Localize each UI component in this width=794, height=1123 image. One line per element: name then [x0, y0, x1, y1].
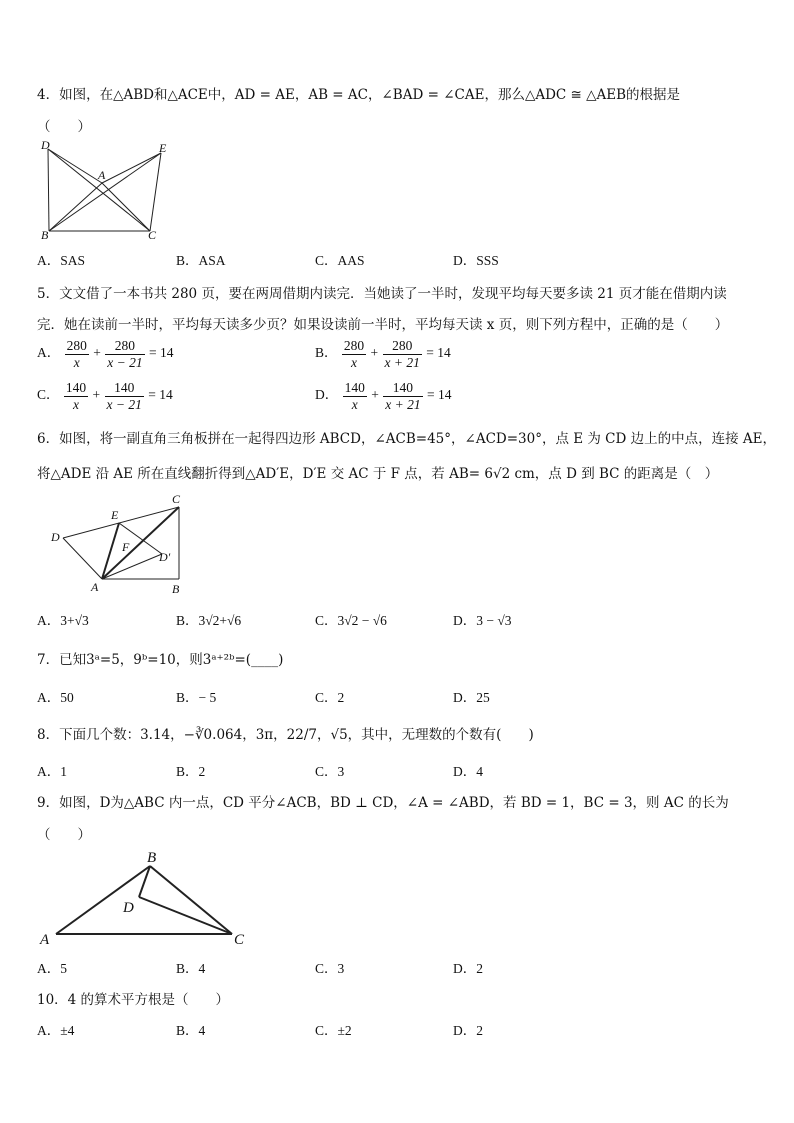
q6-option-c: C．3√2 − √6: [315, 613, 387, 628]
q5-a-d2: x − 21: [107, 354, 143, 370]
q9-label-d: D: [123, 900, 134, 916]
q5-b-op: +: [370, 345, 379, 361]
q5-a-n2: 280: [105, 338, 144, 355]
q5-b-rhs: = 14: [426, 345, 451, 361]
q4-seg-ea: [102, 153, 161, 183]
q9-seg-bc: [150, 866, 232, 934]
q8-option-b: B．2: [176, 764, 206, 779]
q9-seg-ab: [56, 866, 150, 934]
q6-label-e: E: [111, 508, 119, 522]
q8-option-d: D．4: [453, 764, 483, 779]
q6-label-a: A: [91, 580, 99, 594]
q4-stem: [37, 83, 680, 103]
q5-line2: 完．她在读前一半时，平均每天读多少页？如果设读前一半时，平均每天读 x 页，则下列方程中，正确的是（ ）: [37, 317, 729, 333]
q4-option-a: A．SAS: [37, 253, 86, 268]
q4-seg-eb: [49, 153, 161, 231]
q5-c-op: +: [92, 387, 101, 403]
q9-option-c: C．3: [315, 961, 345, 976]
q7-option-c: C．2: [315, 690, 345, 705]
q10-option-c: C．±2: [315, 1023, 352, 1038]
q9-paren: （ ）: [37, 827, 91, 843]
q6-option-a: A．3+√3: [37, 613, 89, 628]
q5-a-rhs: = 14: [148, 345, 174, 361]
q9-figure: [38, 845, 253, 949]
q5-line1: 5．文文借了一本书共 280 页，要在两周借期内读完．当她读了一半时，发现平均每天要多读 21 页才能在借期内读: [37, 286, 727, 302]
q5-b-letter: B．: [315, 345, 338, 361]
q5-option-b: [315, 338, 451, 370]
q4-paren: （ ）: [37, 119, 91, 135]
q5-c-n1: 140: [65, 380, 87, 395]
q5-c-n2: 140: [105, 380, 144, 397]
q6-seg-ad2: [102, 554, 162, 579]
q5-c-d2: x − 21: [106, 396, 142, 412]
q5-c-rhs: = 14: [148, 387, 173, 403]
q7-option-b: B．− 5: [176, 690, 217, 705]
q5-b-n2: 280: [383, 338, 422, 355]
q8-option-a: A．1: [37, 764, 67, 779]
q6-line2: 将△ADE 沿 AE 所在直线翻折得到△AD′E，D′E 交 AC 于 F 点，若 AB= 6√2 cm，点 D 到 BC 的距离是（ ）: [37, 466, 719, 482]
q9-option-d: D．2: [453, 961, 483, 976]
q4-option-d: D．SSS: [453, 253, 499, 268]
q10-option-a: A．±4: [37, 1023, 75, 1038]
q4-label-a: A: [98, 168, 106, 182]
q5-d-rhs: = 14: [426, 387, 452, 403]
q6-label-f: F: [122, 540, 130, 554]
q5-a-op: +: [93, 345, 101, 361]
q5-option-a: [37, 338, 173, 370]
q5-d-d2: x + 21: [385, 396, 421, 412]
q6-seg-da: [63, 538, 102, 579]
q4-label-b: B: [41, 228, 49, 242]
q5-a-letter: A．: [37, 345, 61, 361]
q4-seg-da: [48, 149, 102, 183]
q4-figure: [38, 138, 174, 242]
q5-b-d2: x + 21: [384, 354, 420, 370]
q5-d-n1: 140: [344, 380, 365, 395]
q6-figure: [44, 490, 194, 596]
q10-option-d: D．2: [453, 1023, 483, 1038]
q4-label-e: E: [159, 141, 167, 155]
q7-option-d: D．25: [453, 690, 490, 705]
q6-label-d-prime: D': [159, 550, 171, 564]
q5-b-d1: x: [351, 354, 358, 370]
q10-stem: 10．4 的算术平方根是（ ）: [37, 992, 230, 1008]
q4-seg-db: [48, 149, 49, 231]
q5-c-d1: x: [73, 396, 80, 412]
q7-stem: 7．已知3ᵃ=5，9ᵇ=10，则3ᵃ⁺²ᵇ=(____): [37, 652, 284, 668]
q6-label-b: B: [172, 582, 180, 596]
q9-label-c: C: [234, 932, 245, 948]
q5-option-c: [37, 380, 173, 412]
q4-option-c: C．AAS: [315, 253, 365, 268]
q4-seg-ce: [150, 153, 161, 231]
q5-d-op: +: [371, 387, 379, 403]
q4-seg-ba: [49, 183, 102, 231]
q6-label-d: D: [51, 530, 60, 544]
q5-d-n2: 140: [383, 380, 422, 397]
q6-line1: 6．如图，将一副直角三角板拼在一起得四边形 ABCD，∠ACB=45°，∠ACD=30°，点 E 为 CD 边上的中点，连接 AE，: [37, 431, 777, 447]
q4-stem-text: 4．如图，在△ABD和△ACE中，AD = AE，AB = AC，∠BAD = ∠CAE，那么△ADC ≅ △AEB的根据是: [37, 87, 681, 103]
q9-option-a: A．5: [37, 961, 67, 976]
q5-a-n1: 280: [66, 338, 87, 353]
q8-stem: 8．下面几个数：3.14，−∛0.064，3π，22/7，√5，其中，无理数的个数有( ): [37, 727, 534, 743]
q5-b-n1: 280: [343, 338, 365, 353]
q10-option-b: B．4: [176, 1023, 206, 1038]
q9-option-b: B．4: [176, 961, 206, 976]
q9-label-b: B: [147, 850, 157, 866]
q7-option-a: A．50: [37, 690, 74, 705]
q5-a-d1: x: [73, 354, 80, 370]
q5-option-d: [315, 380, 451, 412]
q4-label-d: D: [41, 138, 50, 152]
q6-label-c: C: [172, 492, 181, 506]
q6-option-b: B．3√2+√6: [176, 613, 242, 628]
q4-seg-ca: [102, 183, 150, 231]
q5-c-letter: C．: [37, 387, 60, 403]
q4-label-c: C: [148, 228, 157, 242]
q8-option-c: C．3: [315, 764, 345, 779]
q5-d-d1: x: [351, 396, 358, 412]
q9-label-a: A: [40, 932, 50, 948]
q9-seg-dc: [139, 897, 232, 934]
q6-option-d: D．3 − √3: [453, 613, 512, 628]
q4-option-b: B．ASA: [176, 253, 226, 268]
q9-stem: 9．如图，D为△ABC 内一点，CD 平分∠ACB，BD ⊥ CD，∠A = ∠ABD，若 BD = 1，BC = 3，则 AC 的长为: [37, 795, 729, 811]
q5-d-letter: D．: [315, 387, 339, 403]
